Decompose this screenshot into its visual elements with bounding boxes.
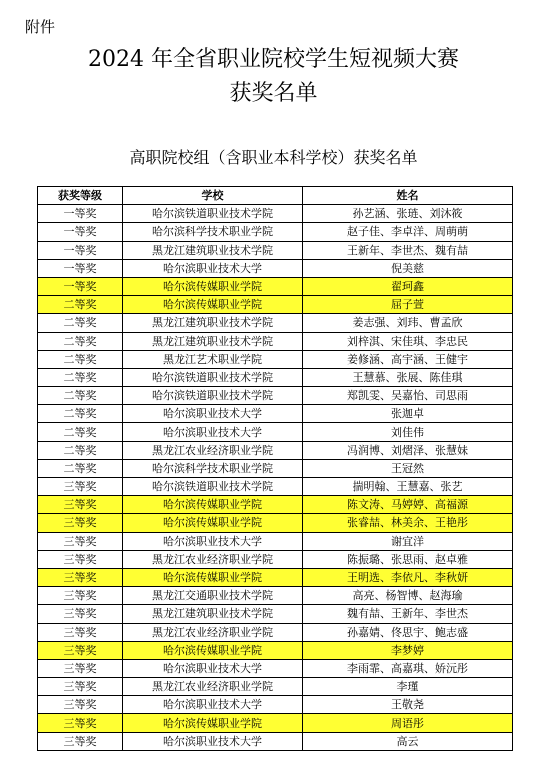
- table-row: [38, 205, 513, 223]
- names-cell: 谢宜洋: [303, 532, 513, 550]
- school-cell: 黑龙江艺术职业学院: [123, 350, 303, 368]
- names-cell: 张睿喆、林美余、王艳彤: [303, 514, 513, 532]
- award-level-cell: 三等奖: [38, 659, 123, 677]
- school-cell: 哈尔滨传媒职业学院: [123, 514, 303, 532]
- school-cell: 哈尔滨传媒职业学院: [123, 568, 303, 586]
- table-row: [38, 623, 513, 641]
- school-cell: 黑龙江农业经济职业学院: [123, 550, 303, 568]
- names-cell: 赵子佳、李卓洋、周萌萌: [303, 223, 513, 241]
- school-cell: 哈尔滨科学技术职业学院: [123, 459, 303, 477]
- table-row: [38, 296, 513, 314]
- table-row: [38, 478, 513, 496]
- award-level-cell: 二等奖: [38, 350, 123, 368]
- table-row: [38, 277, 513, 295]
- document-title-line2: 获奖名单: [229, 81, 318, 106]
- school-cell: 哈尔滨科学技术职业学院: [123, 223, 303, 241]
- award-level-cell: 二等奖: [38, 332, 123, 350]
- names-cell: 倪美慈: [303, 259, 513, 277]
- table-row: [38, 696, 513, 714]
- table-row: [38, 423, 513, 441]
- award-level-cell: 三等奖: [38, 732, 123, 750]
- school-cell: 哈尔滨职业技术大学: [123, 732, 303, 750]
- names-cell: 刘梓淇、宋佳琪、李忠民: [303, 332, 513, 350]
- names-cell: 李梦婷: [303, 641, 513, 659]
- table-row: [38, 441, 513, 459]
- award-level-cell: 三等奖: [38, 587, 123, 605]
- school-cell: 哈尔滨铁道职业技术学院: [123, 478, 303, 496]
- award-level-cell: 二等奖: [38, 296, 123, 314]
- column-header-names: 姓名: [303, 187, 513, 205]
- award-level-cell: 一等奖: [38, 277, 123, 295]
- column-header-level: 获奖等级: [38, 187, 123, 205]
- award-level-cell: 三等奖: [38, 623, 123, 641]
- table-row: [38, 732, 513, 750]
- award-level-cell: 二等奖: [38, 459, 123, 477]
- attachment-label: 附件: [25, 18, 56, 36]
- names-cell: 王慧慕、张展、陈佳琪: [303, 368, 513, 386]
- names-cell: 冯润博、刘熠泽、张慧妹: [303, 441, 513, 459]
- award-level-cell: 二等奖: [38, 387, 123, 405]
- table-row: [38, 550, 513, 568]
- school-cell: 黑龙江建筑职业技术学院: [123, 314, 303, 332]
- award-level-cell: 二等奖: [38, 423, 123, 441]
- school-cell: 哈尔滨职业技术大学: [123, 532, 303, 550]
- table-row: [38, 368, 513, 386]
- award-level-cell: 一等奖: [38, 223, 123, 241]
- table-caption: 高职院校组（含职业本科学校）获奖名单: [129, 148, 418, 167]
- school-cell: 黑龙江建筑职业技术学院: [123, 332, 303, 350]
- names-cell: 揣明翰、王慧嘉、张艺: [303, 478, 513, 496]
- school-cell: 黑龙江农业经济职业学院: [123, 623, 303, 641]
- table-row: [38, 514, 513, 532]
- award-level-cell: 三等奖: [38, 605, 123, 623]
- award-level-cell: 三等奖: [38, 478, 123, 496]
- award-level-cell: 三等奖: [38, 514, 123, 532]
- table-row: [38, 714, 513, 732]
- names-cell: 王敬尧: [303, 696, 513, 714]
- award-table: [37, 186, 513, 751]
- names-cell: 周语彤: [303, 714, 513, 732]
- award-level-cell: 一等奖: [38, 259, 123, 277]
- school-cell: 哈尔滨职业技术大学: [123, 659, 303, 677]
- table-row: [38, 496, 513, 514]
- school-cell: 哈尔滨铁道职业技术学院: [123, 205, 303, 223]
- table-header-row: [38, 187, 513, 205]
- table-body: [38, 205, 513, 751]
- award-level-cell: 二等奖: [38, 441, 123, 459]
- table-row: [38, 568, 513, 586]
- school-cell: 黑龙江农业经济职业学院: [123, 441, 303, 459]
- award-level-cell: 三等奖: [38, 714, 123, 732]
- table-row: [38, 223, 513, 241]
- names-cell: 孙嘉婧、佟思宇、鲍志盛: [303, 623, 513, 641]
- names-cell: 刘佳伟: [303, 423, 513, 441]
- award-level-cell: 三等奖: [38, 550, 123, 568]
- table-row: [38, 387, 513, 405]
- names-cell: 张迦卓: [303, 405, 513, 423]
- award-level-cell: 三等奖: [38, 696, 123, 714]
- school-cell: 哈尔滨传媒职业学院: [123, 296, 303, 314]
- school-cell: 哈尔滨传媒职业学院: [123, 641, 303, 659]
- document-title: 2024 年全省职业院校学生短视频大赛: [88, 47, 459, 72]
- names-cell: 王新年、李世杰、魏有喆: [303, 241, 513, 259]
- table-row: [38, 587, 513, 605]
- names-cell: 孙艺涵、张琏、刘沐筱: [303, 205, 513, 223]
- table-row: [38, 459, 513, 477]
- award-level-cell: 三等奖: [38, 496, 123, 514]
- names-cell: 王冠然: [303, 459, 513, 477]
- award-level-cell: 二等奖: [38, 405, 123, 423]
- school-cell: 哈尔滨铁道职业技术学院: [123, 387, 303, 405]
- table-row: [38, 332, 513, 350]
- names-cell: 姜志强、刘玮、曹孟欣: [303, 314, 513, 332]
- table-row: [38, 241, 513, 259]
- school-cell: 哈尔滨职业技术大学: [123, 696, 303, 714]
- table-row: [38, 405, 513, 423]
- school-cell: 哈尔滨职业技术大学: [123, 423, 303, 441]
- award-level-cell: 三等奖: [38, 568, 123, 586]
- table-row: [38, 678, 513, 696]
- award-level-cell: 一等奖: [38, 241, 123, 259]
- names-cell: 陈文涛、马婷婷、高福源: [303, 496, 513, 514]
- column-header-school: 学校: [123, 187, 303, 205]
- school-cell: 哈尔滨铁道职业技术学院: [123, 368, 303, 386]
- names-cell: 郑凯雯、吴嘉怡、司思雨: [303, 387, 513, 405]
- table-row: [38, 259, 513, 277]
- school-cell: 黑龙江建筑职业技术学院: [123, 605, 303, 623]
- names-cell: 李瑾: [303, 678, 513, 696]
- table-row: [38, 659, 513, 677]
- names-cell: 屈子萱: [303, 296, 513, 314]
- table-row: [38, 641, 513, 659]
- names-cell: 王明选、李依凡、李秋妍: [303, 568, 513, 586]
- table-row: [38, 314, 513, 332]
- names-cell: 姜修涵、高宇涵、王健宇: [303, 350, 513, 368]
- award-level-cell: 三等奖: [38, 641, 123, 659]
- school-cell: 哈尔滨传媒职业学院: [123, 277, 303, 295]
- school-cell: 黑龙江交通职业技术学院: [123, 587, 303, 605]
- school-cell: 哈尔滨传媒职业学院: [123, 496, 303, 514]
- names-cell: 魏有喆、王新年、李世杰: [303, 605, 513, 623]
- names-cell: 高亮、杨智博、赵海瑜: [303, 587, 513, 605]
- school-cell: 黑龙江农业经济职业学院: [123, 678, 303, 696]
- school-cell: 哈尔滨职业技术大学: [123, 259, 303, 277]
- table-row: [38, 350, 513, 368]
- names-cell: 李雨霏、高嘉琪、娇沅彤: [303, 659, 513, 677]
- award-level-cell: 一等奖: [38, 205, 123, 223]
- names-cell: 陈振璐、张思雨、赵卓雅: [303, 550, 513, 568]
- school-cell: 哈尔滨职业技术大学: [123, 405, 303, 423]
- table-row: [38, 532, 513, 550]
- table-row: [38, 605, 513, 623]
- names-cell: 高云: [303, 732, 513, 750]
- school-cell: 哈尔滨传媒职业学院: [123, 714, 303, 732]
- award-level-cell: 三等奖: [38, 678, 123, 696]
- award-level-cell: 二等奖: [38, 368, 123, 386]
- school-cell: 黑龙江建筑职业技术学院: [123, 241, 303, 259]
- names-cell: 翟珂鑫: [303, 277, 513, 295]
- award-level-cell: 二等奖: [38, 314, 123, 332]
- award-level-cell: 三等奖: [38, 532, 123, 550]
